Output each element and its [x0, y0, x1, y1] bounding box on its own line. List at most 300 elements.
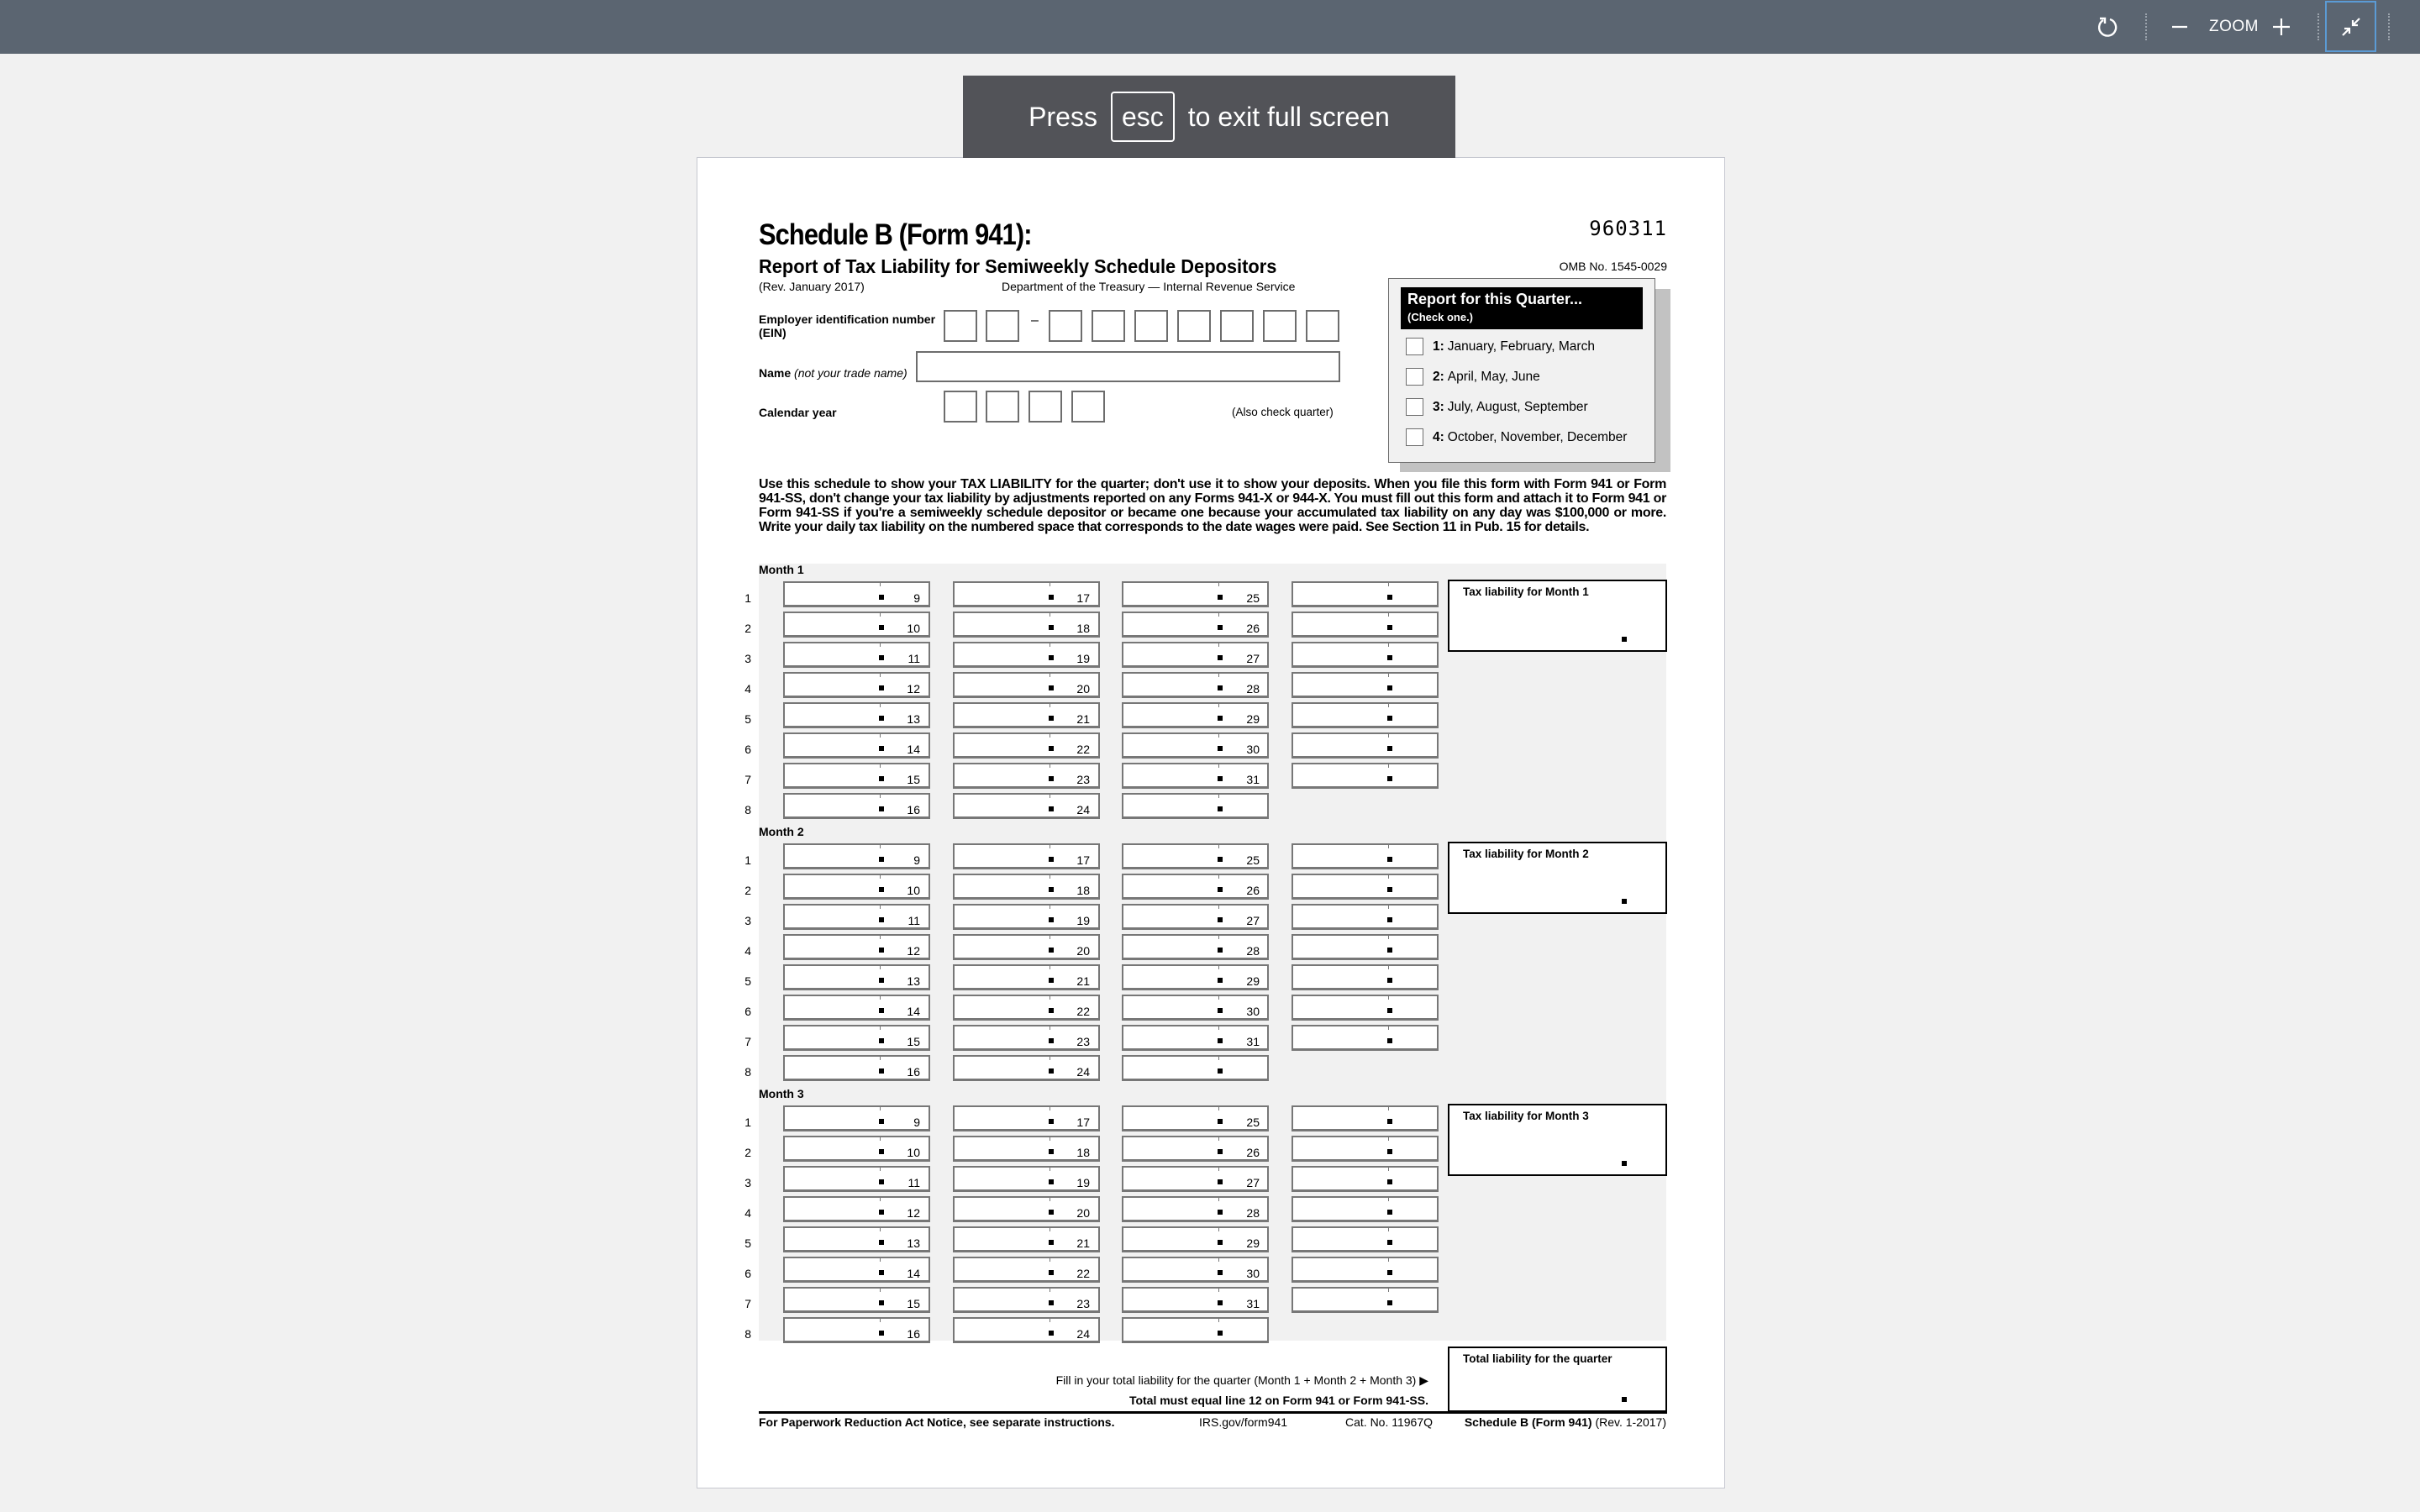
cents-divider [1388, 643, 1389, 647]
decimal-point [879, 1149, 884, 1154]
ein-dash: – [1031, 313, 1039, 328]
day-number: 25 [1246, 853, 1260, 867]
decimal-point [879, 716, 884, 721]
decimal-point [1049, 978, 1054, 983]
day-number: 31 [1246, 1297, 1260, 1310]
decimal-point [1387, 917, 1392, 922]
day-number: 13 [907, 712, 920, 726]
decimal-point [879, 887, 884, 892]
day-number: 19 [1076, 914, 1090, 927]
year-digit-box[interactable] [944, 391, 977, 423]
day-number: 10 [907, 622, 920, 635]
day-number: 4 [744, 682, 751, 696]
cents-divider [1218, 1168, 1219, 1171]
day-number: 28 [1246, 944, 1260, 958]
quarter-months: January, February, March [1447, 339, 1595, 354]
day-number: 20 [1076, 1206, 1090, 1220]
cents-divider [1218, 936, 1219, 939]
day-number: 11 [908, 914, 920, 927]
toolbar-separator [2145, 13, 2147, 40]
decimal-point [1049, 685, 1054, 690]
decimal-point [879, 806, 884, 811]
cents-divider [1218, 764, 1219, 768]
day-number: 22 [1076, 1267, 1090, 1280]
decimal-point [1387, 887, 1392, 892]
ein-digit-box[interactable] [1049, 310, 1082, 342]
decimal-point [1387, 776, 1392, 781]
cents-divider [880, 1228, 881, 1231]
quarter-checkbox[interactable] [1406, 428, 1423, 446]
daily-liability-input[interactable] [1292, 1136, 1439, 1162]
month-total-label: Tax liability for Month 1 [1463, 585, 1589, 598]
ein-digit-box[interactable] [1092, 310, 1125, 342]
cents-divider [1388, 1107, 1389, 1110]
day-number: 25 [1246, 1116, 1260, 1129]
day-number: 7 [744, 1297, 751, 1310]
daily-liability-input[interactable] [1292, 1025, 1439, 1051]
day-number: 30 [1246, 1005, 1260, 1018]
day-number: 28 [1246, 1206, 1260, 1220]
decimal-point [1049, 1300, 1054, 1305]
decimal-point [1049, 746, 1054, 751]
ein-digit-box[interactable] [944, 310, 977, 342]
department: Department of the Treasury — Internal Revenue Service [1002, 280, 1296, 293]
cents-divider [1218, 875, 1219, 879]
cents-divider [880, 764, 881, 768]
decimal-point [879, 1270, 884, 1275]
cents-divider [1388, 734, 1389, 738]
quarter-option-3[interactable] [1406, 398, 1588, 416]
decimal-point [1387, 1240, 1392, 1245]
day-number: 2 [744, 622, 751, 635]
decimal-point [1622, 1161, 1627, 1166]
day-number: 16 [907, 1327, 920, 1341]
decimal-point [1218, 806, 1223, 811]
paperwork-notice: For Paperwork Reduction Act Notice, see separate instructions. [759, 1415, 1115, 1429]
month-total-field[interactable] [1448, 842, 1667, 914]
zoom-in-button[interactable] [2270, 0, 2293, 54]
cents-divider [880, 1107, 881, 1110]
cents-divider [1218, 1057, 1219, 1060]
decimal-point [1218, 1149, 1223, 1154]
daily-liability-input[interactable] [1292, 995, 1439, 1021]
cents-divider [1218, 1258, 1219, 1262]
day-number: 23 [1076, 1297, 1090, 1310]
reload-button[interactable] [2092, 0, 2123, 54]
daily-liability-input[interactable] [1122, 1317, 1269, 1343]
quarter-months: October, November, December [1447, 429, 1628, 444]
day-number: 21 [1076, 712, 1090, 726]
day-number: 5 [744, 712, 751, 726]
daily-liability-input[interactable] [1292, 1166, 1439, 1192]
cents-divider [1388, 704, 1389, 707]
cents-divider [1218, 1289, 1219, 1292]
month-total-field[interactable] [1448, 580, 1667, 652]
day-number: 20 [1076, 944, 1090, 958]
decimal-point [1387, 1210, 1392, 1215]
day-number: 6 [744, 1005, 751, 1018]
day-number: 16 [907, 1065, 920, 1079]
daily-liability-input[interactable] [1292, 1226, 1439, 1252]
daily-liability-input[interactable] [1292, 904, 1439, 930]
day-number: 24 [1076, 803, 1090, 816]
day-number: 23 [1076, 1035, 1090, 1048]
day-number: 17 [1076, 1116, 1090, 1129]
cents-divider [880, 583, 881, 586]
day-number: 30 [1246, 743, 1260, 756]
cents-divider [1218, 1228, 1219, 1231]
cents-divider [1218, 674, 1219, 677]
quarter-total-field[interactable] [1448, 1347, 1667, 1412]
day-number: 10 [907, 1146, 920, 1159]
decimal-point [1218, 1270, 1223, 1275]
daily-liability-input[interactable] [1292, 702, 1439, 728]
day-number: 29 [1246, 712, 1260, 726]
day-number: 1 [744, 853, 751, 867]
decimal-point [1218, 857, 1223, 862]
cents-divider [1388, 1168, 1389, 1171]
cents-divider [880, 1026, 881, 1030]
cents-divider [1218, 795, 1219, 798]
quarter-checkbox[interactable] [1406, 338, 1423, 355]
exit-fullscreen-icon [2341, 17, 2361, 37]
day-number: 11 [908, 1176, 920, 1189]
cents-divider [880, 1289, 881, 1292]
cents-divider [880, 966, 881, 969]
cents-divider [880, 1319, 881, 1322]
decimal-point [1387, 625, 1392, 630]
decimal-point [879, 1240, 884, 1245]
day-number: 15 [907, 773, 920, 786]
cents-divider [880, 845, 881, 848]
month-label: Month 1 [759, 563, 804, 576]
day-number: 7 [744, 773, 751, 786]
decimal-point [1218, 716, 1223, 721]
decimal-point [1218, 655, 1223, 660]
day-number: 4 [744, 1206, 751, 1220]
omb-number: OMB No. 1545-0029 [1559, 260, 1667, 273]
daily-liability-input[interactable] [1292, 1287, 1439, 1313]
decimal-point [879, 857, 884, 862]
month-total-label: Tax liability for Month 2 [1463, 848, 1589, 860]
cents-divider [880, 643, 881, 647]
cents-divider [880, 1137, 881, 1141]
cents-divider [1388, 1228, 1389, 1231]
decimal-point [1387, 1119, 1392, 1124]
cents-divider [880, 795, 881, 798]
ein-digit-box[interactable] [1306, 310, 1339, 342]
daily-liability-input[interactable] [1292, 1105, 1439, 1131]
day-number: 5 [744, 974, 751, 988]
ein-digit-box[interactable] [1263, 310, 1297, 342]
day-number: 21 [1076, 1236, 1090, 1250]
cents-divider [1218, 643, 1219, 647]
day-number: 2 [744, 884, 751, 897]
cents-divider [1388, 1026, 1389, 1030]
day-number: 3 [744, 1176, 751, 1189]
daily-liability-input[interactable] [1292, 1257, 1439, 1283]
decimal-point [1218, 1240, 1223, 1245]
daily-liability-input[interactable] [1292, 732, 1439, 759]
decimal-point [1049, 595, 1054, 600]
decimal-point [1387, 716, 1392, 721]
day-number: 22 [1076, 743, 1090, 756]
daily-liability-input[interactable] [1122, 1055, 1269, 1081]
daily-liability-input[interactable] [1292, 964, 1439, 990]
decimal-point [1387, 948, 1392, 953]
decimal-point [879, 625, 884, 630]
day-number: 7 [744, 1035, 751, 1048]
year-digit-box[interactable] [986, 391, 1019, 423]
cents-divider [1218, 845, 1219, 848]
daily-liability-input[interactable] [1292, 581, 1439, 607]
day-number: 17 [1076, 591, 1090, 605]
day-number: 13 [907, 974, 920, 988]
cents-divider [1218, 1198, 1219, 1201]
decimal-point [1622, 1397, 1627, 1402]
cents-divider [1388, 996, 1389, 1000]
decimal-point [1387, 595, 1392, 600]
day-number: 20 [1076, 682, 1090, 696]
decimal-point [1218, 1038, 1223, 1043]
total-must-equal-note: Total must equal line 12 on Form 941 or Form 941-SS. [1128, 1394, 1428, 1407]
cents-divider [1218, 1107, 1219, 1110]
decimal-point [1387, 857, 1392, 862]
cents-divider [1388, 674, 1389, 677]
quarter-number: 2: [1433, 369, 1444, 384]
total-fill-note: Fill in your total liability for the quarter (Month 1 + Month 2 + Month 3) ▶ [1055, 1373, 1428, 1387]
cents-divider [880, 1168, 881, 1171]
daily-liability-input[interactable] [1292, 874, 1439, 900]
decimal-point [1387, 1149, 1392, 1154]
cents-divider [880, 996, 881, 1000]
day-number: 24 [1076, 1065, 1090, 1079]
quarter-total-label: Total liability for the quarter [1463, 1352, 1612, 1365]
decimal-point [1049, 1210, 1054, 1215]
viewer-toolbar [0, 0, 2420, 54]
day-number: 16 [907, 803, 920, 816]
decimal-point [1049, 1008, 1054, 1013]
day-number: 4 [744, 944, 751, 958]
form-reference: Schedule B (Form 941) (Rev. 1-2017) [1464, 1415, 1666, 1429]
day-number: 17 [1076, 853, 1090, 867]
daily-liability-input[interactable] [1292, 642, 1439, 668]
day-number: 26 [1246, 884, 1260, 897]
day-number: 8 [744, 803, 751, 816]
catalog-number: Cat. No. 11967Q [1345, 1415, 1434, 1429]
quarter-checkbox[interactable] [1406, 368, 1423, 386]
reload-icon [2096, 16, 2118, 38]
plus-icon [2272, 18, 2291, 36]
decimal-point [879, 685, 884, 690]
day-number: 14 [907, 1267, 920, 1280]
daily-liability-input[interactable] [1292, 843, 1439, 869]
day-number: 21 [1076, 974, 1090, 988]
quarter-option-2[interactable] [1406, 368, 1540, 386]
footer-rule [759, 1411, 1667, 1414]
decimal-point [879, 1179, 884, 1184]
day-number: 18 [1076, 884, 1090, 897]
decimal-point [1049, 1331, 1054, 1336]
decimal-point [879, 948, 884, 953]
day-number: 18 [1076, 1146, 1090, 1159]
cents-divider [1388, 613, 1389, 617]
daily-liability-input[interactable] [1292, 934, 1439, 960]
instructions: Use this schedule to show your TAX LIABILITY for the quarter; don't use it to show your deposits. When you file this form with Form 941 or Form 941-SS, don't change your tax liability by adjustments reported on any Forms 941-X or 944-X. You must fill out this form and attach it to Form 941 or Form 941-SS if you're a semiweekly schedule depositor or became one because your accumulated tax liability on any day was $100,000 or more. Write your daily tax liability on the numbered space that corresponds to the date wages were paid. See Section 11 in Pub. 15 for details. [759, 477, 1666, 534]
quarter-number: 4: [1433, 429, 1444, 444]
decimal-point [879, 1068, 884, 1074]
toolbar-separator [2317, 13, 2319, 40]
decimal-point [1218, 595, 1223, 600]
decimal-point [1218, 625, 1223, 630]
decimal-point [1049, 887, 1054, 892]
day-number: 1 [744, 591, 751, 605]
quarter-months: July, August, September [1447, 399, 1588, 414]
daily-liability-input[interactable] [1292, 672, 1439, 698]
cents-divider [880, 936, 881, 939]
cents-divider [1388, 764, 1389, 768]
form-code: 960311 [1589, 217, 1667, 240]
ein-digit-box[interactable] [1134, 310, 1168, 342]
day-number: 28 [1246, 682, 1260, 696]
day-number: 11 [908, 652, 920, 665]
decimal-point [879, 917, 884, 922]
decimal-point [1049, 625, 1054, 630]
decimal-point [879, 595, 884, 600]
day-number: 9 [913, 853, 920, 867]
day-number: 24 [1076, 1327, 1090, 1341]
day-number: 22 [1076, 1005, 1090, 1018]
cents-divider [1388, 875, 1389, 879]
decimal-point [1049, 857, 1054, 862]
cents-divider [1218, 996, 1219, 1000]
decimal-point [1049, 1068, 1054, 1074]
decimal-point [1218, 1068, 1223, 1074]
cents-divider [1388, 1289, 1389, 1292]
quarter-option-1[interactable] [1406, 338, 1595, 355]
day-number: 31 [1246, 773, 1260, 786]
decimal-point [1049, 917, 1054, 922]
year-digit-box[interactable] [1071, 391, 1105, 423]
daily-liability-input[interactable] [1292, 1196, 1439, 1222]
decimal-point [1049, 655, 1054, 660]
cents-divider [880, 613, 881, 617]
month-total-label: Tax liability for Month 3 [1463, 1110, 1589, 1122]
decimal-point [879, 978, 884, 983]
cents-divider [880, 1198, 881, 1201]
decimal-point [1218, 1008, 1223, 1013]
day-number: 12 [907, 1206, 920, 1220]
decimal-point [879, 1119, 884, 1124]
form-revision: (Rev. January 2017) [759, 280, 865, 293]
form-subtitle: Report of Tax Liability for Semiweekly Schedule Depositors [759, 255, 1277, 277]
day-number: 5 [744, 1236, 751, 1250]
day-number: 13 [907, 1236, 920, 1250]
decimal-point [1218, 1119, 1223, 1124]
decimal-point [1218, 1210, 1223, 1215]
cents-divider [1218, 704, 1219, 707]
exit-fullscreen-button[interactable] [2325, 1, 2376, 52]
decimal-point [1218, 978, 1223, 983]
decimal-point [1218, 746, 1223, 751]
ein-digit-box[interactable] [1220, 310, 1254, 342]
quarter-selector [1388, 278, 1655, 463]
day-number: 8 [744, 1327, 751, 1341]
daily-liability-input[interactable] [1292, 763, 1439, 789]
cents-divider [1218, 906, 1219, 909]
irs-url: IRS.gov/form941 [1199, 1415, 1288, 1429]
decimal-point [1387, 1179, 1392, 1184]
decimal-point [1049, 1149, 1054, 1154]
decimal-point [1387, 746, 1392, 751]
daily-liability-input[interactable] [1292, 612, 1439, 638]
decimal-point [1218, 948, 1223, 953]
day-number: 26 [1246, 622, 1260, 635]
day-number: 18 [1076, 622, 1090, 635]
ein-digit-box[interactable] [1177, 310, 1211, 342]
decimal-point [1218, 1300, 1223, 1305]
decimal-point [1049, 716, 1054, 721]
decimal-point [1387, 1008, 1392, 1013]
decimal-point [1049, 806, 1054, 811]
decimal-point [1622, 899, 1627, 904]
day-number: 23 [1076, 773, 1090, 786]
decimal-point [879, 1038, 884, 1043]
day-number: 3 [744, 652, 751, 665]
decimal-point [1387, 685, 1392, 690]
decimal-point [1622, 637, 1627, 642]
quarter-checkbox[interactable] [1406, 398, 1423, 416]
decimal-point [879, 776, 884, 781]
day-number: 19 [1076, 1176, 1090, 1189]
cents-divider [1388, 1137, 1389, 1141]
name-input[interactable] [916, 351, 1340, 382]
cents-divider [1218, 613, 1219, 617]
ein-digit-box[interactable] [986, 310, 1019, 342]
day-number: 10 [907, 884, 920, 897]
day-number: 27 [1246, 652, 1260, 665]
cents-divider [1388, 936, 1389, 939]
quarter-number: 1: [1433, 339, 1444, 354]
decimal-point [1049, 1179, 1054, 1184]
cents-divider [1218, 966, 1219, 969]
form-title: Schedule B (Form 941): [759, 218, 1032, 251]
zoom-out-button[interactable] [2168, 0, 2191, 54]
calendar-year-label: Calendar year [759, 406, 837, 419]
decimal-point [879, 1300, 884, 1305]
cents-divider [1218, 583, 1219, 586]
day-number: 19 [1076, 652, 1090, 665]
decimal-point [1387, 655, 1392, 660]
decimal-point [1218, 776, 1223, 781]
quarter-heading: Report for this Quarter... (Check one.) [1401, 287, 1643, 329]
quarter-months: April, May, June [1447, 369, 1540, 384]
cents-divider [1218, 1319, 1219, 1322]
quarter-option-4[interactable] [1406, 428, 1627, 446]
month-label: Month 3 [759, 1087, 804, 1100]
cents-divider [880, 1057, 881, 1060]
daily-liability-input[interactable] [1122, 793, 1269, 819]
decimal-point [1387, 1300, 1392, 1305]
day-number: 6 [744, 743, 751, 756]
cents-divider [880, 704, 881, 707]
decimal-point [1218, 685, 1223, 690]
esc-key: esc [1111, 92, 1175, 142]
decimal-point [1049, 1119, 1054, 1124]
month-total-field[interactable] [1448, 1104, 1667, 1176]
decimal-point [1218, 887, 1223, 892]
year-digit-box[interactable] [1028, 391, 1062, 423]
